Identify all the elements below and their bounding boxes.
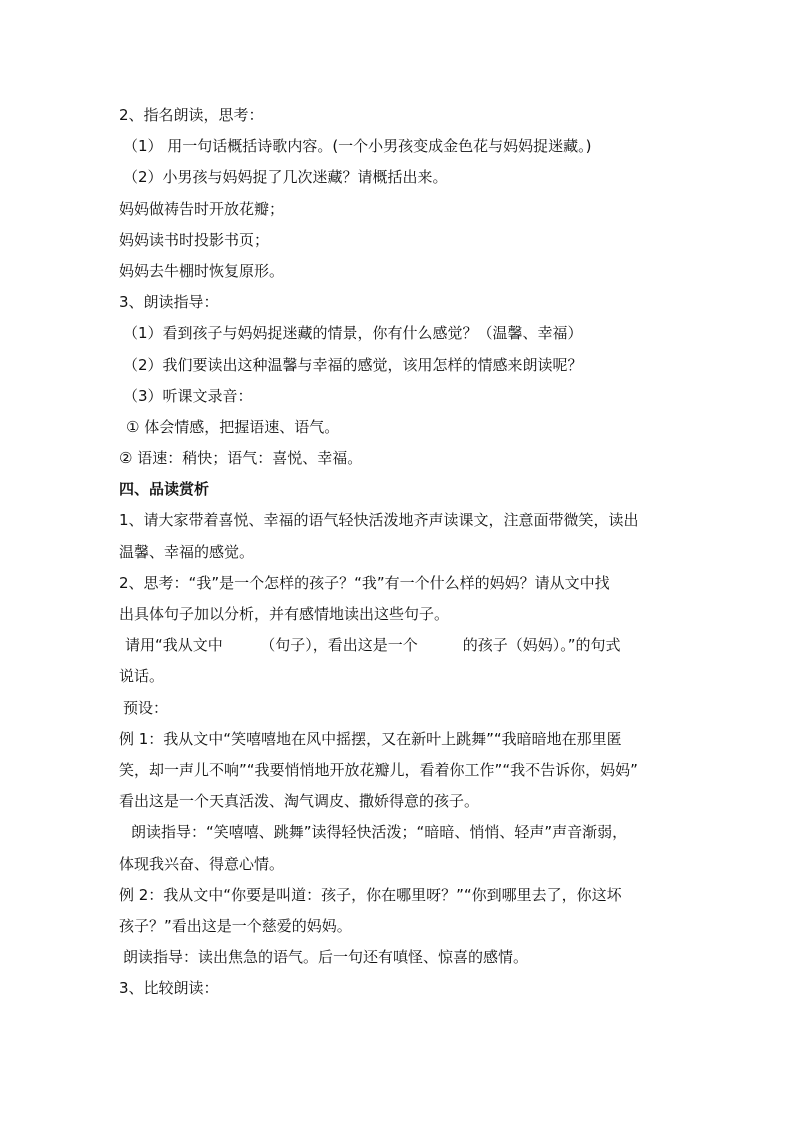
text-line: 朗读指导：读出焦急的语气。后一句还有嗔怪、惊喜的感情。 [123,948,529,967]
text-line: 例 2：我从文中“你要是叫道：孩子，你在哪里呀？”“你到哪里去了，你这坏 [119,885,622,904]
text-line: 预设： [123,698,169,717]
text-line: 出具体句子加以分析，并有感情地读出这些句子。 [119,605,450,623]
text-line: 笑，却一声儿不响”“我要悄悄地开放花瓣儿，看着你工作”“我不告诉你，妈妈” [119,760,638,779]
text-line: 例 1：我从文中“笑嘻嘻地在风中摇摆，又在新叶上跳舞”“我暗暗地在那里匿 [119,729,622,748]
text-line: 请用“我从文中 （句子），看出这是一个 的孩子（妈妈）。”的句式 [125,636,621,655]
text-line: 3、比较朗读： [119,979,219,998]
text-line: ② 语速：稍快；语气：喜悦、幸福。 [119,449,363,468]
text-line: 妈妈做祷告时开放花瓣； [119,199,285,218]
text-line: 妈妈去牛棚时恢复原形。 [119,261,285,280]
text-line: （1）看到孩子与妈妈捉迷藏的情景，你有什么感觉？（温馨、幸福） [123,324,583,343]
text-line: 说话。 [119,667,165,686]
text-line: 2、指名朗读，思考： [119,106,264,124]
section-heading: 四、品读赏析 [119,480,210,499]
text-line: （2）我们要读出这种温馨与幸福的感觉，该用怎样的情感来朗读呢？ [123,355,583,374]
text-line: （3）听课文录音： [123,386,253,405]
text-line: 1、请大家带着喜悦、幸福的语气轻快活泼地齐声读课文，注意面带微笑，读出 [119,511,639,530]
text-line: 体现我兴奋、得意心情。 [119,854,285,873]
text-line: ① 体会情感，把握语速、语气。 [126,417,340,436]
text-line: （2）小男孩与妈妈捉了几次迷藏？请概括出来。 [123,168,448,187]
text-line: 2、思考：“我”是一个怎样的孩子？“我”有一个什么样的妈妈？请从文中找 [119,573,610,592]
text-line: 孩子？”看出这是一个慈爱的妈妈。 [119,916,352,935]
text-line: 妈妈读书时投影书页； [119,230,270,249]
document-page [119,100,679,1004]
text-line: 3、朗读指导： [119,293,219,312]
text-line: （1） 用一句话概括诗歌内容。(一个小男孩变成金色花与妈妈捉迷藏。) [123,137,592,156]
text-line: 朗读指导：“笑嘻嘻、跳舞”读得轻快活泼；“暗暗、悄悄、轻声”声音渐弱， [131,823,628,842]
text-line: 温馨、幸福的感觉。 [119,542,255,561]
text-line: 看出这是一个天真活泼、淘气调皮、撒娇得意的孩子。 [119,792,480,811]
